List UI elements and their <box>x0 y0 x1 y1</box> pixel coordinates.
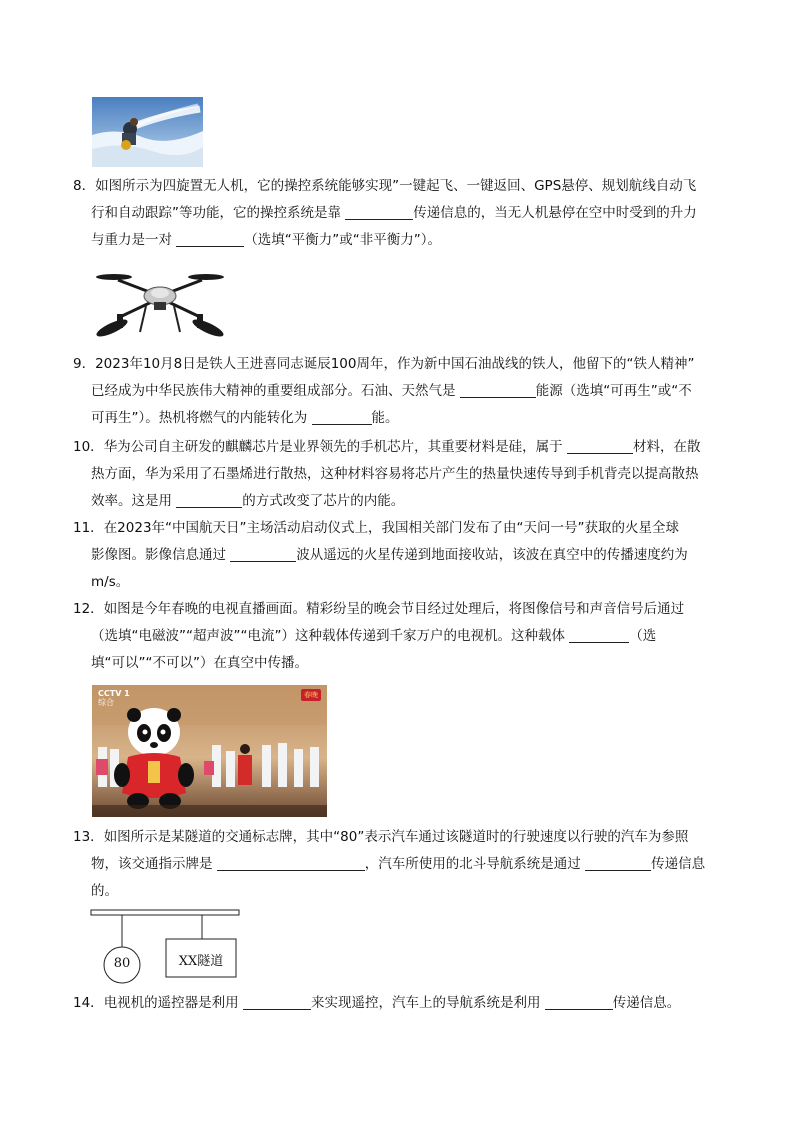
question-number: 10． <box>73 439 104 455</box>
question-13: 13．如图所示是某隧道的交通标志牌，其中“80”表示汽车通过该隧道时的行驶速度以行驶的汽车为参照 物，该交通指示牌是 ，汽车所使用的北斗导航系统是通过 传递信息 的。 <box>73 829 706 899</box>
drone-image <box>92 262 228 344</box>
question-number: 14． <box>73 995 104 1011</box>
answer-blank[interactable] <box>176 232 244 247</box>
question-11: 11．在2023年“中国航天日”主场活动启动仪式上，我国相关部门发布了由“天问一号”获取的火星全球 影像图。影像信息通过 波从遥远的火星传递到地面接收站，该波在真空中的传播速度约为 m/s。 <box>73 520 688 590</box>
tv-corner-badge: 春晚 <box>301 689 321 701</box>
tv-broadcast-image <box>92 685 327 817</box>
tunnel-name-sign: XX隧道 <box>178 954 224 969</box>
question-number: 12． <box>73 601 104 617</box>
question-number: 8． <box>73 178 96 194</box>
answer-blank[interactable] <box>312 410 372 425</box>
tv-channel-logo: CCTV 1 综合 <box>98 689 130 707</box>
question-number: 9． <box>73 356 96 372</box>
answer-blank[interactable] <box>460 383 536 398</box>
answer-blank[interactable] <box>569 628 629 643</box>
question-10: 10．华为公司自主研发的麒麟芯片是业界领先的手机芯片，其重要材料是硅，属于 材料，在散 热方面，华为采用了石墨烯进行散热，这种材料容易将芯片产生的热量快速传导到手机背壳以提高散热 效率。这是用 的方式改变了芯片的内能。 <box>73 439 701 509</box>
question-9: 9．2023年10月8日是铁人王进喜同志诞辰100周年，作为新中国石油战线的铁人，他留下的“铁人精神” 已经成为中华民族伟大精神的重要组成部分。石油、天然气是 能源（选填“可再生”或“不 可再生”）。热机将燃气的内能转化为 能。 <box>73 356 695 426</box>
answer-blank[interactable] <box>567 439 633 454</box>
question-14: 14．电视机的遥控器是利用 来实现遥控，汽车上的导航系统是利用 传递信息。 <box>73 995 681 1011</box>
answer-blank[interactable] <box>217 856 365 871</box>
tunnel-traffic-sign <box>90 907 242 985</box>
question-12: 12．如图是今年春晚的电视直播画面。精彩纷呈的晚会节目经过处理后，将图像信号和声音信号后通过 （选填“电磁波”“超声波”“电流”）这种载体传递到千家万户的电视机。这种载体 （选 填“可以”“不可以”）在真空中传播。 <box>73 601 685 671</box>
answer-blank[interactable] <box>243 995 311 1010</box>
question-8: 8．如图所示为四旋置无人机，它的操控系统能够实现”一键起飞、一键返回、GPS悬停、规划航线自动飞 行和自动跟踪”等功能，它的操控系统是靠 传递信息的，当无人机悬停在空中时受到的升力 与重力是一对 （选填“平衡力”或“非平衡力”）。 <box>73 178 697 248</box>
question-number: 11． <box>73 520 104 536</box>
speed-limit-sign: 80 <box>113 956 131 971</box>
answer-blank[interactable] <box>230 547 296 562</box>
answer-blank[interactable] <box>345 205 413 220</box>
answer-blank[interactable] <box>545 995 613 1010</box>
question-number: 13． <box>73 829 104 845</box>
snow-cannon-photo <box>92 97 203 167</box>
answer-blank[interactable] <box>585 856 651 871</box>
answer-blank[interactable] <box>176 493 242 508</box>
